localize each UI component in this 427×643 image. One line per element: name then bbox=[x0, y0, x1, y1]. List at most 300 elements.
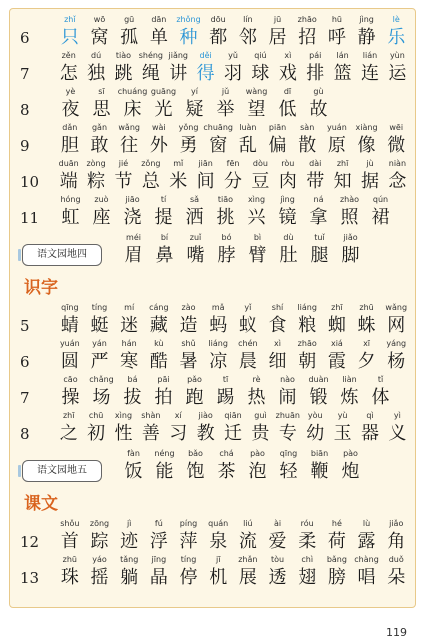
hanzi: 拔 bbox=[123, 387, 142, 408]
hanzi: 单 bbox=[149, 27, 168, 48]
hanzi: 往 bbox=[120, 135, 139, 156]
pinyin: bǎng bbox=[326, 555, 347, 564]
pinyin: jiǎo bbox=[389, 519, 404, 528]
pinyin: yǔ bbox=[228, 51, 238, 60]
pinyin: bì bbox=[253, 233, 262, 242]
character-list bbox=[55, 517, 411, 553]
pinyin: gù bbox=[313, 87, 324, 96]
pinyin: bǎo bbox=[188, 449, 203, 458]
pinyin: dī bbox=[283, 87, 292, 96]
lesson-number: 8 bbox=[20, 101, 30, 119]
hanzi: 豆 bbox=[251, 171, 270, 192]
character-cell bbox=[381, 337, 411, 373]
hanzi: 幼 bbox=[306, 423, 325, 444]
pinyin: zhǎn bbox=[238, 555, 258, 564]
hanzi: 乐 bbox=[387, 27, 406, 48]
character-list bbox=[55, 49, 411, 85]
hanzi: 饭 bbox=[124, 461, 143, 482]
character-cell bbox=[381, 553, 411, 589]
hanzi: 角 bbox=[387, 531, 406, 552]
pinyin: chàng bbox=[354, 555, 379, 564]
hanzi: 脖 bbox=[217, 245, 236, 266]
hanzi: 踢 bbox=[216, 387, 235, 408]
lesson-number: 7 bbox=[20, 389, 30, 407]
hanzi: 迹 bbox=[120, 531, 139, 552]
hanzi: 珠 bbox=[60, 567, 79, 588]
pinyin: quán bbox=[208, 519, 229, 528]
hanzi: 停 bbox=[179, 567, 198, 588]
pinyin: lán bbox=[336, 51, 349, 60]
hanzi: 晶 bbox=[149, 567, 168, 588]
hanzi: 散 bbox=[298, 135, 317, 156]
hanzi: 兴 bbox=[247, 207, 266, 228]
hanzi: 习 bbox=[169, 423, 188, 444]
hanzi: 像 bbox=[357, 135, 376, 156]
pinyin: liú bbox=[243, 519, 253, 528]
character-list bbox=[55, 301, 411, 337]
pinyin: liàn bbox=[342, 375, 357, 384]
hanzi: 操 bbox=[61, 387, 80, 408]
pinyin: děi bbox=[199, 51, 212, 60]
pinyin: zòng bbox=[86, 159, 106, 168]
hanzi: 夕 bbox=[357, 351, 376, 372]
hanzi: 肚 bbox=[279, 245, 298, 266]
pinyin: piān bbox=[268, 123, 287, 132]
hanzi: 球 bbox=[251, 63, 270, 84]
xiezi-row bbox=[10, 85, 415, 121]
hanzi: 都 bbox=[209, 27, 228, 48]
pinyin: zhǒng bbox=[176, 15, 201, 24]
pinyin: zhī bbox=[62, 411, 75, 420]
pinyin: liáng bbox=[297, 303, 317, 312]
pinyin: jiǎo bbox=[343, 233, 358, 242]
hanzi: 窝 bbox=[90, 27, 109, 48]
pinyin: lín bbox=[243, 15, 253, 24]
hanzi: 得 bbox=[196, 63, 215, 84]
lesson-number: 13 bbox=[20, 569, 40, 587]
hanzi: 食 bbox=[268, 315, 287, 336]
pinyin: qīng bbox=[61, 303, 79, 312]
hanzi: 嘴 bbox=[186, 245, 205, 266]
pinyin: tī bbox=[222, 375, 229, 384]
hanzi: 故 bbox=[309, 99, 328, 120]
pinyin: jū bbox=[273, 15, 282, 24]
pinyin: duàn bbox=[308, 375, 329, 384]
hanzi: 疑 bbox=[185, 99, 204, 120]
hanzi: 泡 bbox=[248, 461, 267, 482]
hanzi: 器 bbox=[360, 423, 379, 444]
hanzi: 饱 bbox=[186, 461, 205, 482]
hanzi: 萍 bbox=[179, 531, 198, 552]
pinyin: niàn bbox=[388, 159, 407, 168]
hanzi: 拿 bbox=[309, 207, 328, 228]
pinyin: shéng bbox=[138, 51, 164, 60]
hanzi: 知 bbox=[333, 171, 352, 192]
hanzi: 篮 bbox=[333, 63, 352, 84]
hanzi: 挑 bbox=[216, 207, 235, 228]
pinyin: tíng bbox=[91, 303, 108, 312]
hanzi: 夜 bbox=[61, 99, 80, 120]
pinyin: fàn bbox=[127, 449, 140, 458]
pinyin: jì bbox=[126, 519, 132, 528]
pinyin: ròu bbox=[281, 159, 295, 168]
character-list bbox=[55, 193, 411, 229]
pinyin: yì bbox=[393, 411, 401, 420]
character-cell bbox=[384, 157, 411, 193]
hanzi: 专 bbox=[278, 423, 297, 444]
character-cell bbox=[381, 13, 411, 49]
hanzi: 种 bbox=[179, 27, 198, 48]
xiezi-row bbox=[10, 13, 415, 49]
pinyin: nào bbox=[280, 375, 295, 384]
pinyin: yáo bbox=[92, 555, 107, 564]
pinyin: dú bbox=[91, 51, 102, 60]
pinyin: fú bbox=[154, 519, 163, 528]
pinyin: tiāo bbox=[217, 195, 234, 204]
hanzi: 粽 bbox=[87, 171, 106, 192]
yuwen5-row bbox=[10, 447, 415, 483]
pinyin: zhū bbox=[62, 555, 77, 564]
character-cell bbox=[335, 447, 366, 483]
hanzi: 躺 bbox=[120, 567, 139, 588]
hanzi: 微 bbox=[387, 135, 406, 156]
hanzi: 迷 bbox=[120, 315, 139, 336]
pinyin: píng bbox=[179, 519, 198, 528]
character-list bbox=[55, 337, 411, 373]
pinyin: tiào bbox=[115, 51, 132, 60]
pinyin: yǒng bbox=[178, 123, 199, 132]
hanzi: 膀 bbox=[327, 567, 346, 588]
vocabulary-page bbox=[9, 8, 416, 608]
pinyin: wàng bbox=[245, 87, 268, 96]
pinyin: rè bbox=[252, 375, 261, 384]
pinyin: tòu bbox=[270, 555, 285, 564]
hanzi: 晨 bbox=[238, 351, 257, 372]
hanzi: 透 bbox=[268, 567, 287, 588]
hanzi: 唱 bbox=[357, 567, 376, 588]
pinyin: wǎng bbox=[118, 123, 140, 132]
hanzi: 绳 bbox=[141, 63, 160, 84]
character-list bbox=[118, 231, 411, 267]
hanzi: 机 bbox=[209, 567, 228, 588]
hanzi: 凉 bbox=[209, 351, 228, 372]
pinyin: yí bbox=[191, 87, 198, 96]
character-cell bbox=[365, 193, 396, 229]
pinyin: zuǐ bbox=[189, 233, 202, 242]
hanzi: 臂 bbox=[248, 245, 267, 266]
hanzi: 招 bbox=[298, 27, 317, 48]
lesson-number: 11 bbox=[20, 209, 40, 227]
hanzi: 玉 bbox=[333, 423, 352, 444]
pinyin: jīng bbox=[151, 555, 167, 564]
kewen-row bbox=[10, 517, 415, 553]
shizi-row bbox=[10, 373, 415, 409]
pinyin: jiǎng bbox=[168, 51, 188, 60]
pinyin: zào bbox=[181, 303, 196, 312]
hanzi: 热 bbox=[247, 387, 266, 408]
hanzi: 连 bbox=[360, 63, 379, 84]
pinyin: jìng bbox=[359, 15, 374, 24]
hanzi: 贵 bbox=[251, 423, 270, 444]
pinyin: qún bbox=[372, 195, 389, 204]
shizi-row bbox=[10, 337, 415, 373]
page-number: 119 bbox=[386, 626, 407, 639]
hanzi: 虹 bbox=[61, 207, 80, 228]
pinyin: chá bbox=[219, 449, 234, 458]
pinyin: xì bbox=[284, 51, 292, 60]
yuwen-yuandi-tag: 语文园地四 bbox=[22, 244, 102, 266]
lesson-number: 7 bbox=[20, 65, 30, 83]
hanzi: 拍 bbox=[154, 387, 173, 408]
pinyin: chǎng bbox=[89, 375, 114, 384]
pinyin: chuāng bbox=[203, 123, 233, 132]
hanzi: 窗 bbox=[209, 135, 228, 156]
hanzi: 节 bbox=[114, 171, 133, 192]
pinyin: sǎ bbox=[189, 195, 200, 204]
kewen-row bbox=[10, 553, 415, 589]
hanzi: 脚 bbox=[341, 245, 360, 266]
pinyin: luàn bbox=[239, 123, 257, 132]
hanzi: 霞 bbox=[327, 351, 346, 372]
pinyin: qiú bbox=[254, 51, 267, 60]
pinyin: cāo bbox=[63, 375, 78, 384]
pinyin: shí bbox=[271, 303, 284, 312]
pinyin: chū bbox=[88, 411, 104, 420]
pinyin: pāi bbox=[157, 375, 170, 384]
yuwen-yuandi-tag: 语文园地五 bbox=[22, 460, 102, 482]
hanzi: 炼 bbox=[340, 387, 359, 408]
character-cell bbox=[384, 409, 411, 445]
hanzi: 网 bbox=[387, 315, 406, 336]
pinyin: duān bbox=[58, 159, 79, 168]
hanzi: 荷 bbox=[327, 531, 346, 552]
hanzi: 外 bbox=[149, 135, 168, 156]
pinyin: mí bbox=[124, 303, 135, 312]
pinyin: duǒ bbox=[388, 555, 404, 564]
hanzi: 排 bbox=[306, 63, 325, 84]
pinyin: ná bbox=[313, 195, 324, 204]
pinyin: zhǐ bbox=[64, 15, 76, 24]
pinyin: jiào bbox=[198, 411, 213, 420]
hanzi: 床 bbox=[123, 99, 142, 120]
hanzi: 乱 bbox=[238, 135, 257, 156]
hanzi: 闹 bbox=[278, 387, 297, 408]
hanzi: 蜘 bbox=[327, 315, 346, 336]
pinyin: méi bbox=[126, 233, 141, 242]
lesson-number: 12 bbox=[20, 533, 40, 551]
hanzi: 粮 bbox=[298, 315, 317, 336]
hanzi: 居 bbox=[268, 27, 287, 48]
pinyin: dòu bbox=[252, 159, 268, 168]
hanzi: 静 bbox=[357, 27, 376, 48]
hanzi: 迁 bbox=[224, 423, 243, 444]
hanzi: 柔 bbox=[298, 531, 317, 552]
hanzi: 翅 bbox=[298, 567, 317, 588]
hanzi: 藏 bbox=[149, 315, 168, 336]
pinyin: hū bbox=[331, 15, 342, 24]
pinyin: mǐ bbox=[173, 159, 184, 168]
hanzi: 严 bbox=[90, 351, 109, 372]
pinyin: pào bbox=[250, 449, 265, 458]
lesson-number: 6 bbox=[20, 353, 30, 371]
hanzi: 举 bbox=[216, 99, 235, 120]
pinyin: wēi bbox=[389, 123, 404, 132]
pinyin: tǎng bbox=[120, 555, 139, 564]
pinyin: tí bbox=[160, 195, 167, 204]
hanzi: 鞭 bbox=[310, 461, 329, 482]
pinyin: yán bbox=[92, 339, 107, 348]
pinyin: fēn bbox=[226, 159, 240, 168]
pinyin: tǐ bbox=[377, 375, 384, 384]
pinyin: kù bbox=[154, 339, 164, 348]
pinyin: jiān bbox=[198, 159, 213, 168]
pinyin: lián bbox=[362, 51, 378, 60]
character-cell bbox=[381, 301, 411, 337]
pinyin: jù bbox=[366, 159, 374, 168]
pinyin: shǔ bbox=[181, 339, 196, 348]
pinyin: chì bbox=[301, 555, 314, 564]
hanzi: 杨 bbox=[387, 351, 406, 372]
hanzi: 低 bbox=[278, 99, 297, 120]
hanzi: 蜓 bbox=[90, 315, 109, 336]
pinyin: lè bbox=[392, 15, 400, 24]
hanzi: 光 bbox=[154, 99, 173, 120]
pinyin: gǎn bbox=[91, 123, 108, 132]
pinyin: dōu bbox=[210, 15, 226, 24]
lesson-number: 6 bbox=[20, 29, 30, 47]
pinyin: xìng bbox=[114, 411, 133, 420]
pinyin: qīng bbox=[279, 449, 298, 458]
character-cell bbox=[384, 49, 411, 85]
hanzi: 能 bbox=[155, 461, 174, 482]
hanzi: 初 bbox=[87, 423, 106, 444]
pinyin: pǎo bbox=[187, 375, 202, 384]
character-cell bbox=[381, 517, 411, 553]
hanzi: 暑 bbox=[179, 351, 198, 372]
hanzi: 茶 bbox=[217, 461, 236, 482]
lesson-number: 10 bbox=[20, 173, 40, 191]
lesson-number: 5 bbox=[20, 317, 30, 335]
hanzi: 端 bbox=[59, 171, 78, 192]
pinyin: jìng bbox=[280, 195, 295, 204]
hanzi: 腿 bbox=[310, 245, 329, 266]
pinyin: zhū bbox=[359, 303, 374, 312]
hanzi: 造 bbox=[179, 315, 198, 336]
hanzi: 望 bbox=[247, 99, 266, 120]
pinyin: bó bbox=[221, 233, 232, 242]
section-title-shizi: 识字 bbox=[24, 278, 58, 298]
hanzi: 偏 bbox=[268, 135, 287, 156]
hanzi: 跳 bbox=[114, 63, 133, 84]
pinyin: yuán bbox=[326, 123, 347, 132]
pinyin: jǔ bbox=[221, 87, 230, 96]
hanzi: 场 bbox=[92, 387, 111, 408]
hanzi: 肉 bbox=[278, 171, 297, 192]
hanzi: 浮 bbox=[149, 531, 168, 552]
hanzi: 敢 bbox=[90, 135, 109, 156]
pinyin: zhuān bbox=[275, 411, 300, 420]
pinyin: xiá bbox=[330, 339, 343, 348]
pinyin: zhī bbox=[336, 159, 349, 168]
hanzi: 带 bbox=[306, 171, 325, 192]
hanzi: 泉 bbox=[209, 531, 228, 552]
hanzi: 朵 bbox=[387, 567, 406, 588]
pinyin: liáng bbox=[208, 339, 228, 348]
hanzi: 戏 bbox=[278, 63, 297, 84]
hanzi: 羽 bbox=[224, 63, 243, 84]
pinyin: yǐ bbox=[244, 303, 252, 312]
hanzi: 蚂 bbox=[209, 315, 228, 336]
hanzi: 浇 bbox=[123, 207, 142, 228]
hanzi: 体 bbox=[371, 387, 390, 408]
pinyin: wài bbox=[152, 123, 166, 132]
pinyin: zhī bbox=[331, 303, 343, 312]
hanzi: 念 bbox=[388, 171, 407, 192]
character-list bbox=[118, 447, 411, 483]
pinyin: zōng bbox=[89, 519, 110, 528]
pinyin: ài bbox=[273, 519, 282, 528]
pinyin: jié bbox=[118, 159, 129, 168]
hanzi: 怎 bbox=[59, 63, 78, 84]
hanzi: 朝 bbox=[298, 351, 317, 372]
pinyin: sī bbox=[98, 87, 105, 96]
pinyin: shǒu bbox=[60, 519, 80, 528]
character-list bbox=[55, 13, 411, 49]
pinyin: guāng bbox=[150, 87, 177, 96]
character-list bbox=[55, 157, 411, 193]
hanzi: 圆 bbox=[60, 351, 79, 372]
pinyin: chuáng bbox=[117, 87, 148, 96]
pinyin: qì bbox=[366, 411, 374, 420]
xiezi-row bbox=[10, 157, 415, 193]
hanzi: 展 bbox=[238, 567, 257, 588]
yuwen4-row bbox=[10, 231, 415, 267]
hanzi: 露 bbox=[357, 531, 376, 552]
shizi-row bbox=[10, 301, 415, 337]
section-title-kewen: 课文 bbox=[24, 494, 58, 514]
hanzi: 分 bbox=[224, 171, 243, 192]
pinyin: zuò bbox=[94, 195, 109, 204]
pinyin: dǎn bbox=[62, 123, 78, 132]
pinyin: tuǐ bbox=[314, 233, 325, 242]
pinyin: hé bbox=[331, 519, 342, 528]
xiezi-row bbox=[10, 49, 415, 85]
pinyin: yuán bbox=[59, 339, 80, 348]
hanzi: 寒 bbox=[120, 351, 139, 372]
pinyin: hán bbox=[121, 339, 137, 348]
pinyin: xì bbox=[274, 339, 282, 348]
hanzi: 运 bbox=[388, 63, 407, 84]
shizi-row bbox=[10, 409, 415, 445]
hanzi: 教 bbox=[196, 423, 215, 444]
hanzi: 义 bbox=[388, 423, 407, 444]
hanzi: 眉 bbox=[124, 245, 143, 266]
pinyin: yù bbox=[337, 411, 348, 420]
hanzi: 呼 bbox=[327, 27, 346, 48]
hanzi: 照 bbox=[340, 207, 359, 228]
hanzi: 善 bbox=[141, 423, 160, 444]
pinyin: xiàng bbox=[355, 123, 378, 132]
pinyin: yè bbox=[65, 87, 76, 96]
pinyin: wǎng bbox=[385, 303, 408, 312]
character-list bbox=[55, 409, 411, 445]
hanzi: 提 bbox=[154, 207, 173, 228]
pinyin: pái bbox=[309, 51, 322, 60]
pinyin: wō bbox=[93, 15, 106, 24]
hanzi: 跑 bbox=[185, 387, 204, 408]
hanzi: 鼻 bbox=[155, 245, 174, 266]
pinyin: lù bbox=[362, 519, 371, 528]
